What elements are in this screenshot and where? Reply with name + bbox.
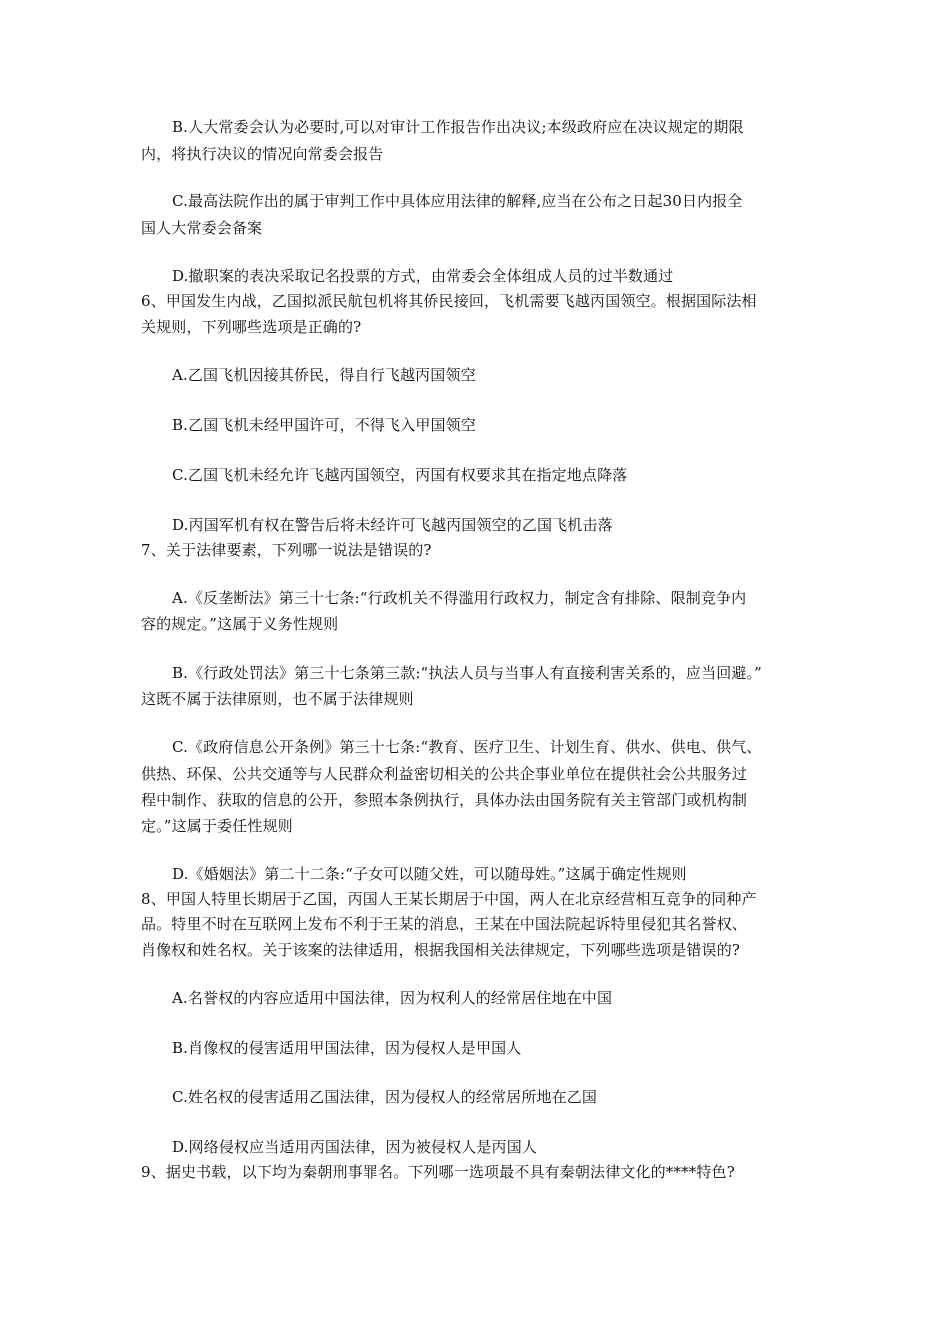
option-c-q6: C.乙国飞机未经允许飞越丙国领空，丙国有权要求其在指定地点降落 [172, 466, 628, 484]
option-c-q7-line1: C.《政府信息公开条例》第三十七条:“教育、医疗卫生、计划生育、供水、供电、供气、 [172, 738, 762, 756]
option-b-q8: B.肖像权的侵害适用甲国法律，因为侵权人是甲国人 [172, 1039, 522, 1057]
option-c-q7-line3: 程中制作、获取的信息的公开，参照本条例执行，具体办法由国务院有关主管部门或机构制 [141, 791, 748, 809]
question-8-line3: 肖像权和姓名权。关于该案的法律适用，根据我国相关法律规定，下列哪些选项是错误的? [141, 941, 741, 959]
option-b-q5-line1: B.人大常委会认为必要时,可以对审计工作报告作出决议;本级政府应在决议规定的期限 [172, 118, 744, 136]
option-a-q6: A.乙国飞机因接其侨民，得自行飞越丙国领空 [172, 366, 476, 384]
question-6-line1: 6、甲国发生内战，乙国拟派民航包机将其侨民接回，飞机需要飞越丙国领空。根据国际法相 [141, 292, 757, 310]
option-c-q7-line2: 供热、环保、公共交通等与人民群众利益密切相关的公共企事业单位在提供社会公共服务过 [141, 765, 748, 783]
option-b-q7-line2: 这既不属于法律原则，也不属于法律规则 [141, 690, 414, 708]
option-a-q8: A.名誉权的内容应适用中国法律，因为权利人的经常居住地在中国 [172, 989, 613, 1007]
option-a-q7-line1: A.《反垄断法》第三十七条:“行政机关不得滥用行政权力，制定含有排除、限制竞争内 [172, 589, 747, 607]
question-8-line1: 8、甲国人特里长期居于乙国，丙国人王某长期居于中国，两人在北京经营相互竞争的同种产 [141, 890, 757, 908]
option-b-q6: B.乙国飞机未经甲国许可，不得飞入甲国领空 [172, 416, 476, 434]
option-c-q5-line2: 国人大常委会备案 [141, 219, 263, 237]
option-d-q6: D.丙国军机有权在警告后将未经许可飞越丙国领空的乙国飞机击落 [172, 516, 613, 534]
option-d-q5: D.撤职案的表决采取记名投票的方式，由常委会全体组成人员的过半数通过 [172, 267, 674, 285]
question-7: 7、关于法律要素，下列哪一说法是错误的? [141, 541, 432, 559]
option-a-q7-line2: 容的规定。”这属于义务性规则 [141, 615, 339, 633]
question-9: 9、据史书载，以下均为秦朝刑事罪名。下列哪一选项最不具有秦朝法律文化的****特色? [141, 1163, 735, 1181]
option-b-q7-line1: B.《行政处罚法》第三十七条第三款:“执法人员与当事人有直接利害关系的，应当回避。” [172, 664, 762, 682]
option-c-q5-line1: C.最高法院作出的属于审判工作中具体应用法律的解释,应当在公布之日起30日内报全 [172, 192, 743, 210]
option-b-q5-line2: 内，将执行决议的情况向常委会报告 [141, 145, 384, 163]
question-6-line2: 关规则，下列哪些选项是正确的? [141, 318, 362, 336]
option-d-q8: D.网络侵权应当适用丙国法律，因为被侵权人是丙国人 [172, 1138, 538, 1156]
question-8-line2: 品。特里不时在互联网上发布不利于王某的消息，王某在中国法院起诉特里侵犯其名誉权、 [141, 915, 748, 933]
option-d-q7: D.《婚姻法》第二十二条:“子女可以随父姓，可以随母姓。”这属于确定性规则 [172, 865, 687, 883]
option-c-q7-line4: 定。”这属于委任性规则 [141, 817, 293, 835]
option-c-q8: C.姓名权的侵害适用乙国法律，因为侵权人的经常居所地在乙国 [172, 1088, 598, 1106]
